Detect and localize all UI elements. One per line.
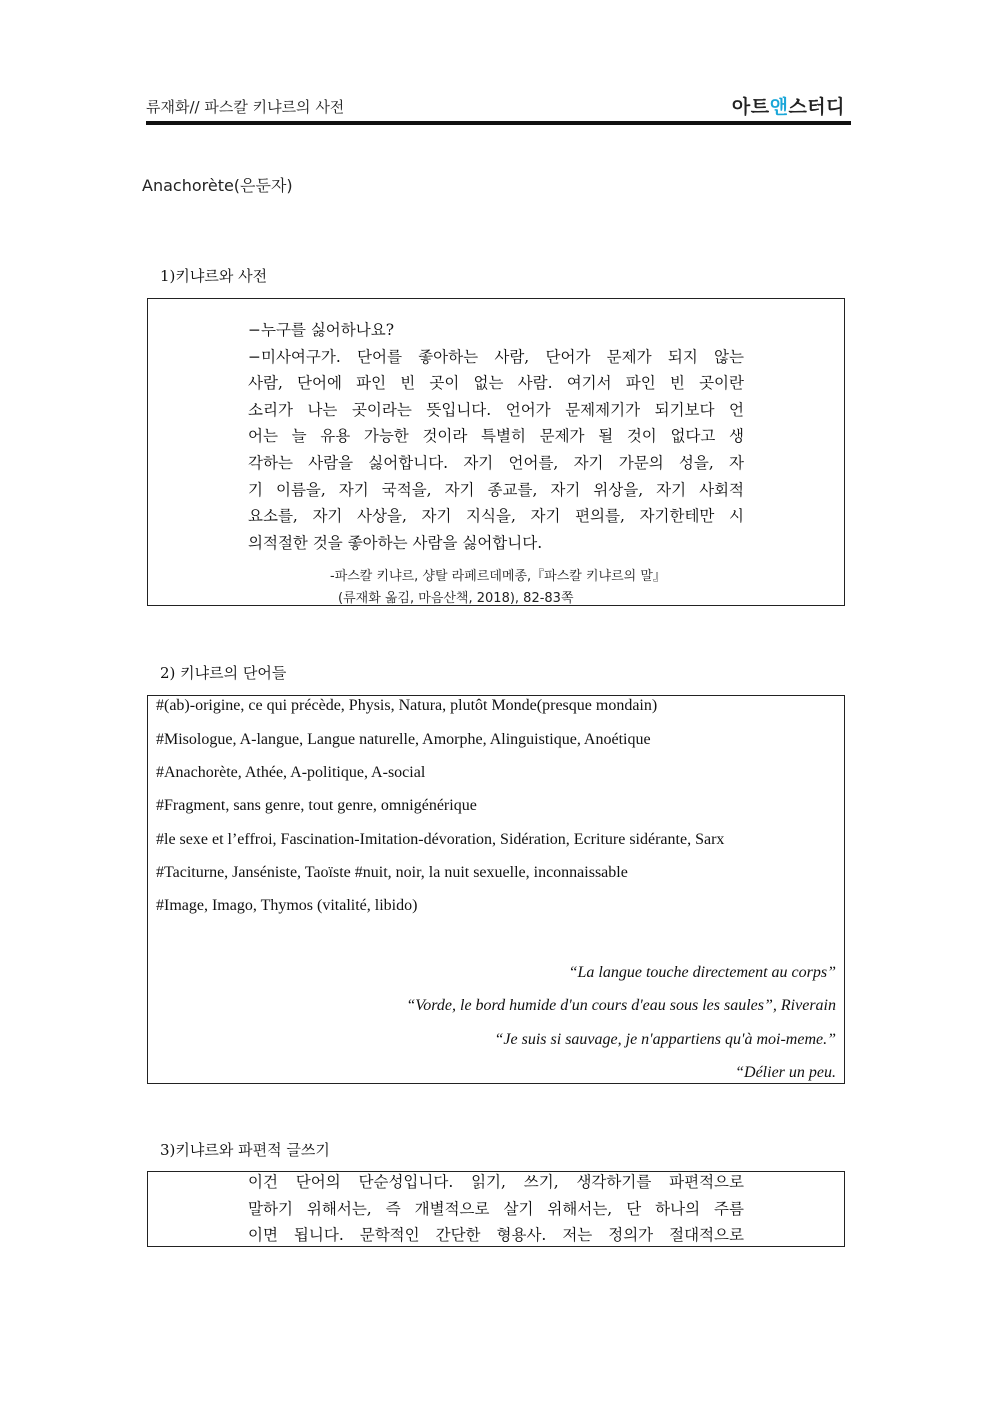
section2-heading: 2) 키냐르의 단어들 <box>160 664 287 682</box>
interview-line: 기 이름을, 자기 국적을, 자기 종교를, 자기 위상을, 자기 사회적 <box>248 480 744 499</box>
brand-logo-part3: 스터디 <box>788 96 845 118</box>
citation-publication: (류재화 옮김, 마음산책, 2018), 82-83쪽 <box>338 591 574 606</box>
keyword-line: #Anachorète, Athée, A-politique, A-social <box>156 764 426 781</box>
quote-line: “Délier un peu. <box>735 1064 836 1081</box>
fragment-line: 이면 됩니다. 문학적인 간단한 형용사. 저는 정의가 절대적으로 <box>248 1226 744 1245</box>
section2-words-box <box>147 695 845 1084</box>
interview-line: 소리가 나는 곳이라는 뜻입니다. 언어가 문제제기가 되기보다 언 <box>248 400 744 419</box>
interview-line: 사람, 단어에 파인 빈 곳이 없는 사람. 여기서 파인 빈 곳이란 <box>248 374 744 393</box>
section3-fragment-text <box>248 1169 744 1249</box>
section3-fragment-box <box>147 1171 845 1247</box>
keyword-line: #Image, Imago, Thymos (vitalité, libido) <box>156 897 418 914</box>
interview-line: −누구를 싫어하나요? <box>248 321 395 339</box>
section3-heading: 3)키냐르와 파편적 글쓰기 <box>160 1141 330 1159</box>
interview-line: 어는 늘 유용 가능한 것이라 특별히 문제가 될 것이 없다고 생 <box>248 427 744 446</box>
document-title: Anachorète(은둔자) <box>142 176 293 195</box>
quote-line: “Vorde, le bord humide d'un cours d'eau sous les saules”, Riverain <box>406 997 836 1014</box>
fragment-line: 말하기 위해서는, 즉 개별적으로 살기 위해서는, 단 하나의 주름 <box>248 1199 744 1218</box>
quote-line: “La langue touche directement au corps” <box>568 964 836 981</box>
section1-interview-text <box>248 317 744 556</box>
interview-line: 요소를, 자기 사상을, 자기 지식을, 자기 편의를, 자기한테만 시 <box>248 507 744 526</box>
fragment-line: 이건 단어의 단순성입니다. 읽기, 쓰기, 생각하기를 파편적으로 <box>248 1173 744 1191</box>
section1-heading: 1)키냐르와 사전 <box>160 267 268 285</box>
page-header <box>146 92 851 122</box>
keyword-line: #le sexe et l’effroi, Fascination-Imitation-dévoration, Sidération, Ecriture sidérante, Sarx <box>156 831 725 848</box>
interview-line: −미사여구가. 단어를 좋아하는 사람, 단어가 문제가 되지 않는 <box>248 347 744 366</box>
brand-logo-accent: 앤 <box>769 96 789 118</box>
brand-logo <box>732 92 845 119</box>
citation-source: -파스칼 키냐르, 샹탈 라페르데메종,『파스칼 키냐르의 말』 <box>330 569 666 584</box>
section1-interview-box <box>147 298 845 606</box>
keyword-line: #Taciturne, Janséniste, Taoïste #nuit, noir, la nuit sexuelle, inconnaissable <box>156 864 628 881</box>
brand-logo-part1: 아트 <box>731 96 770 118</box>
keyword-line: #Fragment, sans genre, tout genre, omnigénérique <box>156 797 477 814</box>
keyword-line: #(ab)-origine, ce qui précède, Physis, Natura, plutôt Monde(presque mondain) <box>156 697 658 714</box>
header-divider <box>146 121 851 125</box>
header-author-title: 류재화// 파스칼 키냐르의 사전 <box>146 98 345 116</box>
keyword-line: #Misologue, A-langue, Langue naturelle, Amorphe, Alinguistique, Anoétique <box>156 731 651 748</box>
interview-line: 의적절한 것을 좋아하는 사람을 싫어합니다. <box>248 533 543 552</box>
quote-line: “Je suis si sauvage, je n'appartiens qu'à moi-meme.” <box>494 1031 836 1048</box>
interview-line: 각하는 사람을 싫어합니다. 자기 언어를, 자기 가문의 성을, 자 <box>248 453 744 472</box>
